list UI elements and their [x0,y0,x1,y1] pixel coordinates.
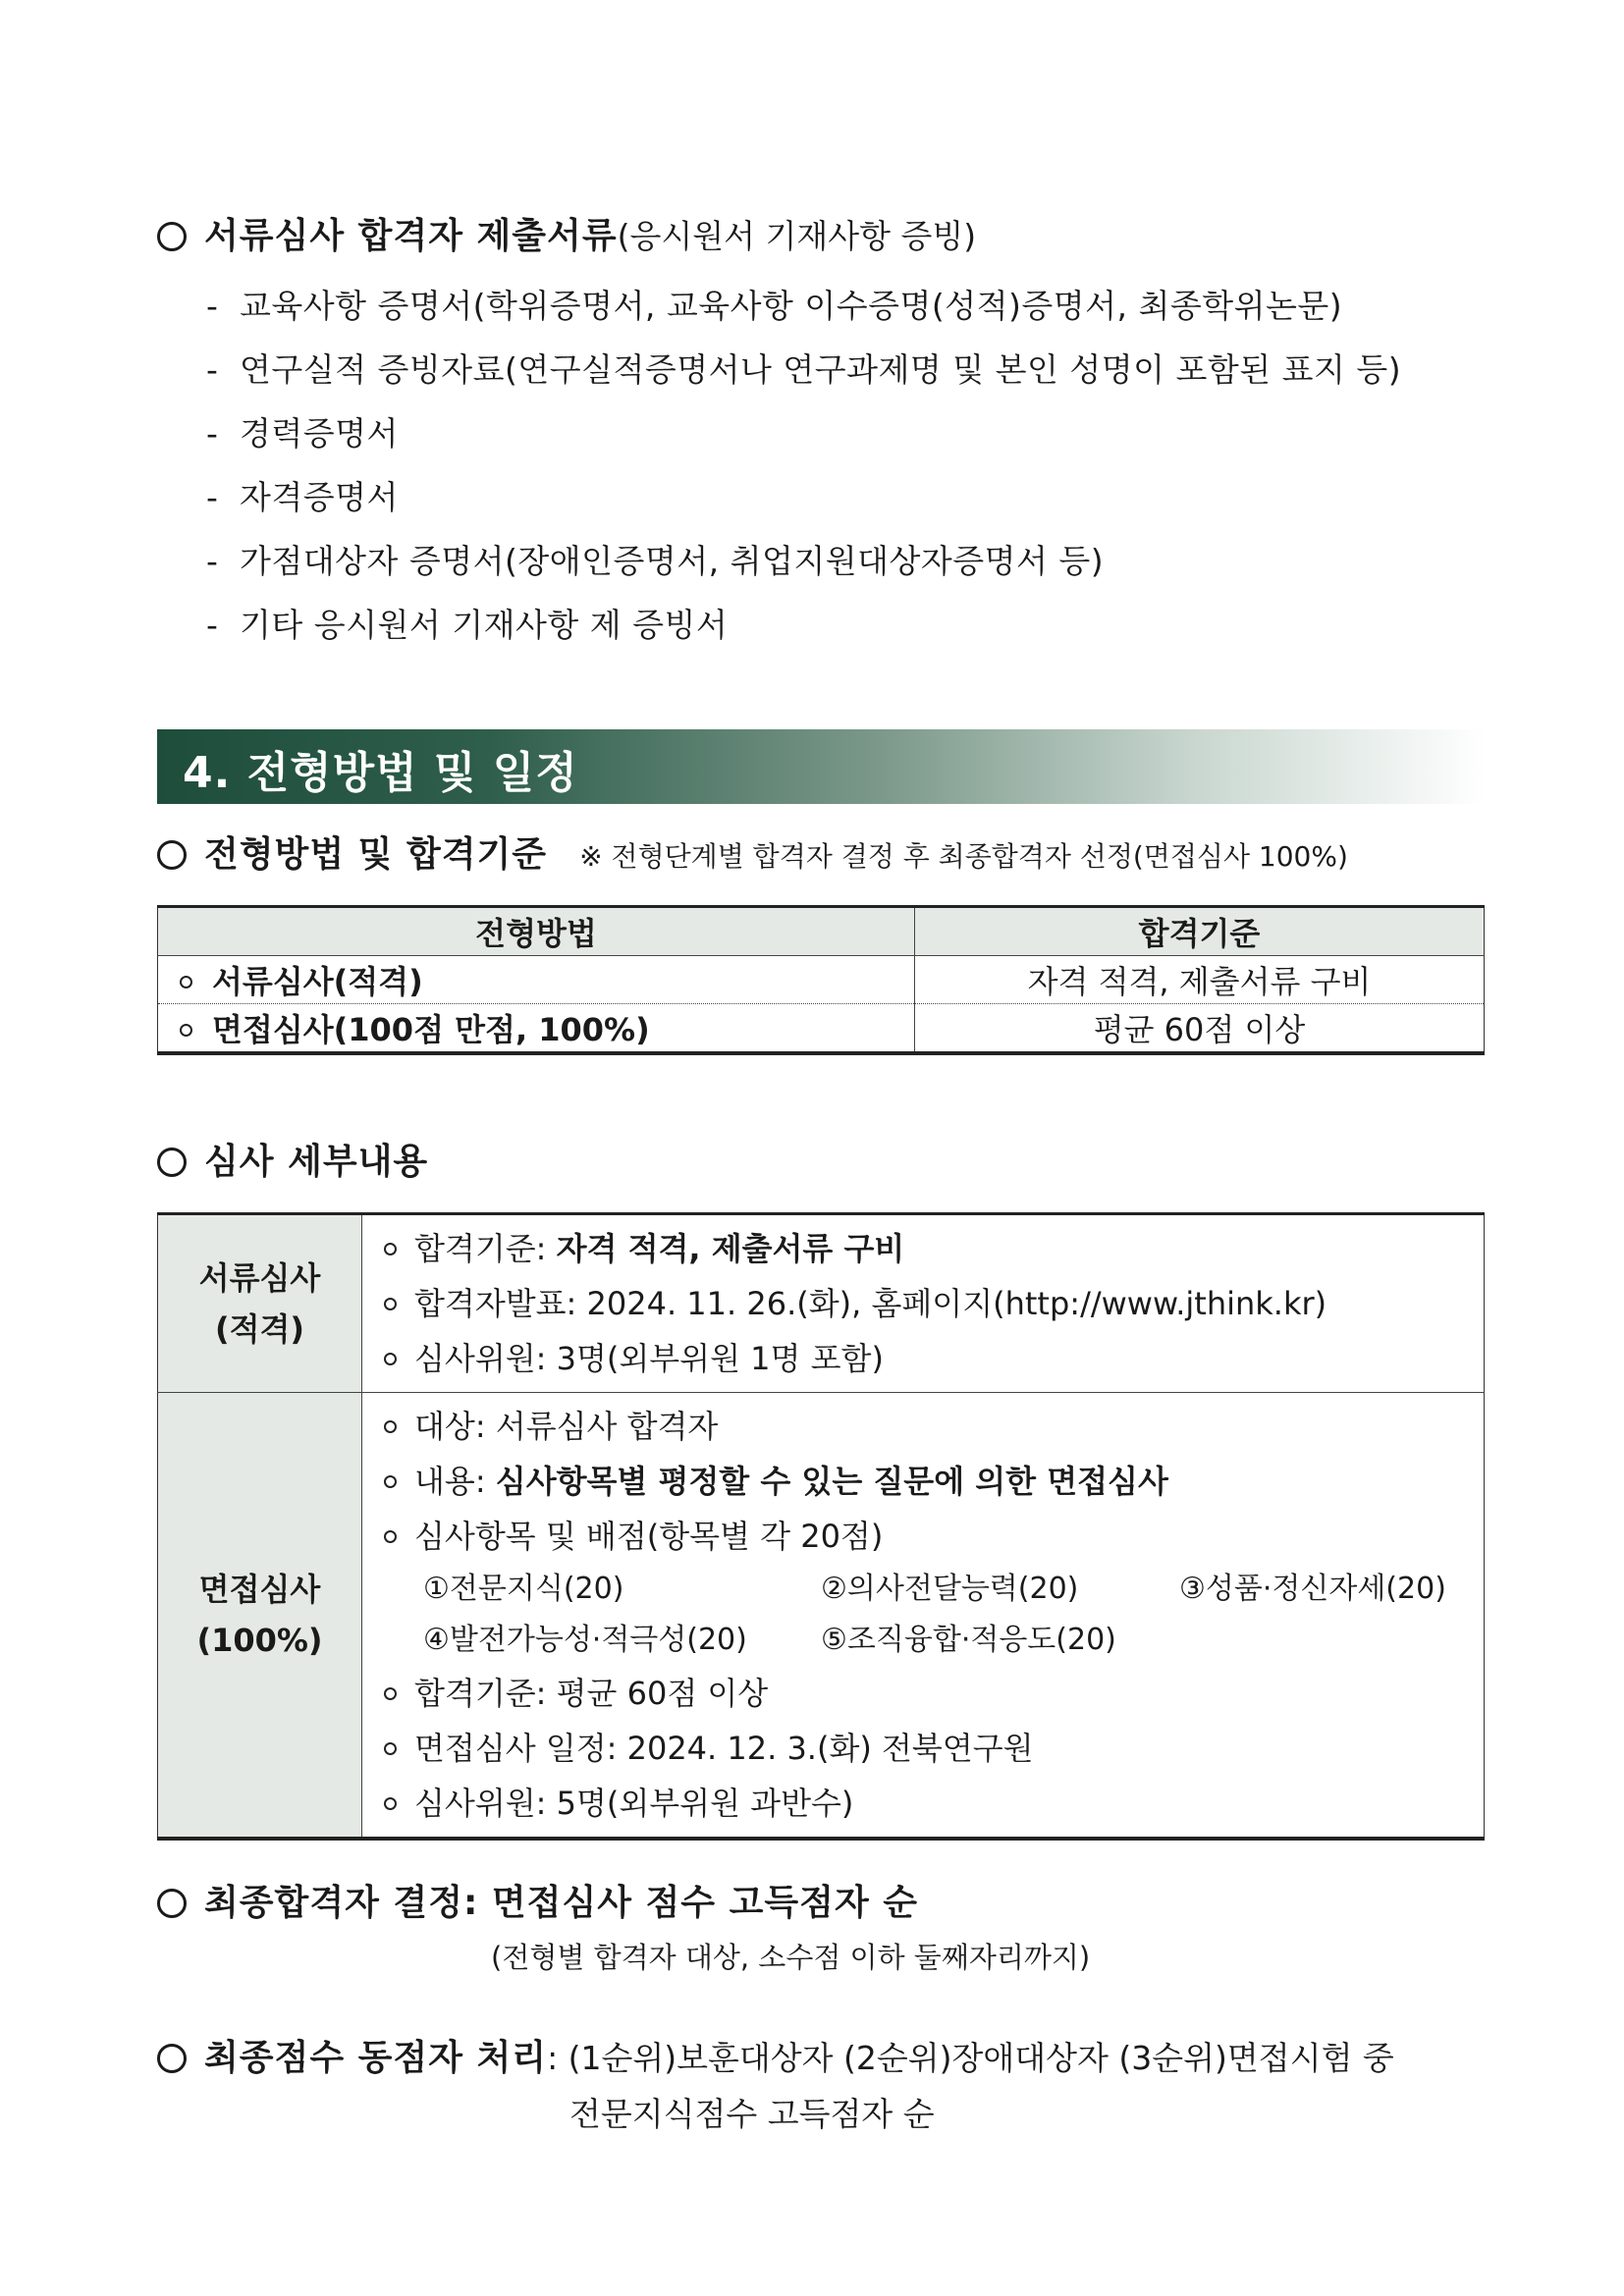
criteria-heading [157,827,1348,877]
dash-bullet: - [206,414,219,453]
table-row [158,1393,1485,1840]
score-item: ⑤조직융합·적응도(20) [821,1623,1116,1657]
tie-breaker-text: : (1순위)보훈대상자 (2순위)장애대상자 (3순위)면접시험 중 [547,2039,1394,2077]
final-decision-title: 최종합격자 결정: 면접심사 점수 고득점자 순 [204,1883,919,1923]
list-item: 심사항목 및 배점(항목별 각 20점) [384,1509,1484,1564]
small-circle-icon [384,1243,397,1255]
criteria-note: ※ 전형단계별 합격자 결정 후 최종합격자 선정(면접심사 100%) [579,840,1348,873]
interview-content [362,1393,1485,1840]
small-circle-icon [384,1742,397,1755]
tie-breaker-text-cont: 전문지식점수 고득점자 순 [569,2095,935,2133]
interview-label: 면접심사 (100%) [158,1393,362,1840]
small-circle-icon [384,1797,397,1810]
dash-bullet: - [206,606,219,644]
small-circle-icon [384,1420,397,1433]
list-item: 합격자발표: 2024. 11. 26.(화), 홈페이지(http://www.jthink.kr) [384,1276,1484,1331]
circle-bullet-icon [157,1148,187,1177]
circle-bullet-icon [157,222,187,251]
small-circle-icon [180,976,192,988]
criterion-cell: 자격 적격, 제출서류 구비 [915,956,1485,1004]
criteria-table [157,905,1485,1055]
list-item: 내용: 심사항목별 평정할 수 있는 질문에 의한 면접심사 [384,1454,1484,1509]
table-row [158,956,1485,1004]
section-banner-title: 4. 전형방법 및 일정 [183,748,578,798]
table-row [158,1214,1485,1393]
details-table [157,1212,1485,1841]
score-item: ①전문지식(20) [423,1572,624,1606]
list-item: 합격기준: 평균 60점 이상 [384,1666,1484,1721]
table-header: 전형방법 [158,907,915,956]
section1-title-note: (응시원서 기재사항 증빙) [617,217,977,255]
list-item: 심사위원: 5명(외부위원 과반수) [384,1776,1484,1831]
dash-bullet: - [206,287,219,325]
final-decision [157,1875,918,1925]
score-items-row [384,1615,1484,1666]
list-item: 합격기준: 자격 적격, 제출서류 구비 [384,1221,1484,1276]
section1-heading [157,208,976,258]
method-cell: 면접심사(100점 만점, 100%) [158,1004,915,1054]
table-row [158,1004,1485,1054]
list-item: - 연구실적 증빙자료(연구실적증명서나 연구과제명 및 본인 성명이 포함된 표지 등) [206,350,1402,389]
tie-breaker [157,2030,1394,2080]
details-title: 심사 세부내용 [204,1142,429,1182]
small-circle-icon [384,1687,397,1700]
circle-bullet-icon [157,1889,187,1918]
small-circle-icon [384,1530,397,1543]
circle-bullet-icon [157,840,187,870]
dash-bullet: - [206,478,219,516]
section-banner [157,729,1485,804]
small-circle-icon [384,1353,397,1365]
details-heading [157,1134,428,1184]
score-items-row [384,1564,1484,1615]
criteria-title: 전형방법 및 합격기준 [204,834,548,875]
table-header-row [158,907,1485,956]
score-item: ③성품·정신자세(20) [1179,1572,1446,1606]
list-item: - 기타 응시원서 기재사항 제 증빙서 [206,606,729,644]
dash-bullet: - [206,542,219,580]
list-item: - 자격증명서 [206,478,399,516]
dash-bullet: - [206,350,219,389]
list-item: - 가점대상자 증명서(장애인증명서, 취업지원대상자증명서 등) [206,542,1105,580]
method-cell: 서류심사(적격) [158,956,915,1004]
criterion-cell: 평균 60점 이상 [1093,1011,1306,1048]
score-item: ④발전가능성·적극성(20) [423,1623,747,1657]
table-header: 합격기준 [915,907,1485,956]
doc-review-content [362,1214,1485,1393]
final-decision-note: (전형별 합격자 대상, 소수점 이하 둘째자리까지) [491,1941,1091,1974]
list-item: 심사위원: 3명(외부위원 1명 포함) [384,1331,1484,1386]
small-circle-icon [384,1298,397,1310]
list-item: 면접심사 일정: 2024. 12. 3.(화) 전북연구원 [384,1721,1484,1776]
doc-review-label: 서류심사 (적격) [158,1214,362,1393]
section1-title: 서류심사 합격자 제출서류 [204,216,618,256]
score-item: ②의사전달능력(20) [821,1572,1079,1606]
tie-breaker-title: 최종점수 동점자 처리 [204,2038,548,2078]
list-item: - 교육사항 증명서(학위증명서, 교육사항 이수증명(성적)증명서, 최종학위논문) [206,287,1343,325]
small-circle-icon [180,1024,192,1037]
circle-bullet-icon [157,2044,187,2073]
small-circle-icon [384,1475,397,1488]
list-item: - 경력증명서 [206,414,399,453]
list-item: 대상: 서류심사 합격자 [384,1399,1484,1454]
